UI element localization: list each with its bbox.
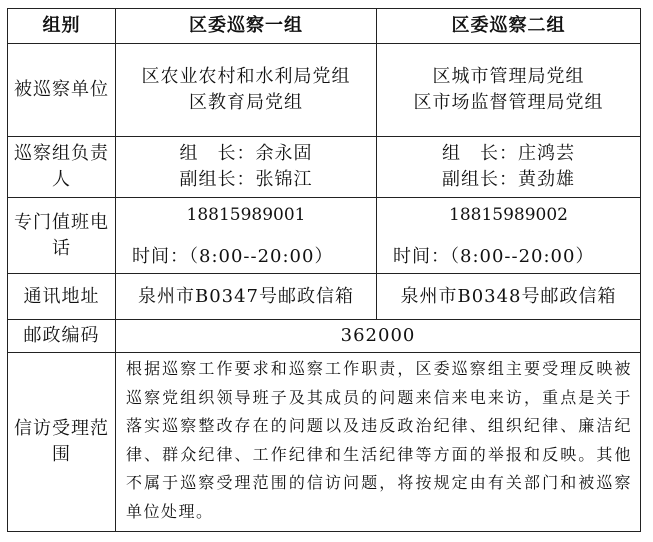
group1-deputy-leader: 副组长：张锦江 bbox=[179, 169, 313, 190]
group2-phone-hours: 时间：（8:00--20:00） bbox=[393, 246, 595, 267]
group2-unit-1: 区城市管理局党组 bbox=[432, 66, 585, 87]
leaders-row bbox=[8, 137, 641, 198]
group2-leader: 组 长：庄鸿芸 bbox=[442, 143, 575, 164]
group1-leader: 组 长：余永固 bbox=[179, 143, 313, 164]
zip-row bbox=[8, 320, 641, 353]
group2-unit-2: 区市场监督管理局党组 bbox=[413, 92, 604, 113]
scope-row bbox=[8, 353, 641, 532]
group2-address: 泉州市B0348号邮政信箱 bbox=[377, 274, 641, 320]
address-row bbox=[8, 274, 641, 320]
group1-unit-1: 区农业农村和水利局党组 bbox=[141, 66, 351, 87]
group1-leaders bbox=[116, 137, 377, 198]
group1-phone-hours: 时间：（8:00--20:00） bbox=[132, 246, 334, 267]
group1-address: 泉州市B0347号邮政信箱 bbox=[116, 274, 377, 320]
phone-label: 专门值班电话 bbox=[8, 198, 116, 274]
group2-phone-number: 18815989002 bbox=[449, 205, 568, 225]
header-row bbox=[8, 9, 641, 44]
zip-value: 362000 bbox=[116, 320, 641, 353]
units-label: 被巡察单位 bbox=[8, 44, 116, 137]
scope-label: 信访受理范围 bbox=[8, 353, 116, 532]
header-group-label: 组别 bbox=[8, 9, 116, 44]
group2-deputy-leader: 副组长：黄劲雄 bbox=[442, 169, 575, 190]
group2-units bbox=[377, 44, 641, 137]
inspection-info-table bbox=[7, 8, 641, 532]
leaders-label: 巡察组负责人 bbox=[8, 137, 116, 198]
group2-phone bbox=[377, 198, 641, 274]
group1-phone bbox=[116, 198, 377, 274]
units-row bbox=[8, 44, 641, 137]
group1-unit-2: 区教育局党组 bbox=[189, 92, 303, 113]
zip-label: 邮政编码 bbox=[8, 320, 116, 353]
header-group2: 区委巡察二组 bbox=[377, 9, 641, 44]
phone-row bbox=[8, 198, 641, 274]
header-group1: 区委巡察一组 bbox=[116, 9, 377, 44]
address-label: 通讯地址 bbox=[8, 274, 116, 320]
group1-phone-number: 18815989001 bbox=[186, 205, 306, 225]
group1-units bbox=[116, 44, 377, 137]
group2-leaders bbox=[377, 137, 641, 198]
scope-text: 根据巡察工作要求和巡察工作职责，区委巡察组主要受理反映被巡察党组织领导班子及其成员的问题来信来电来访，重点是关于落实巡察整改存在的问题以及违反政治纪律、组织纪律、廉洁纪律、群众纪律、工作纪律和生活纪律等方面的举报和反映。其他不属于巡察受理范围的信访问题，将按规定由有关部门和被巡察单位处理。 bbox=[116, 353, 641, 532]
